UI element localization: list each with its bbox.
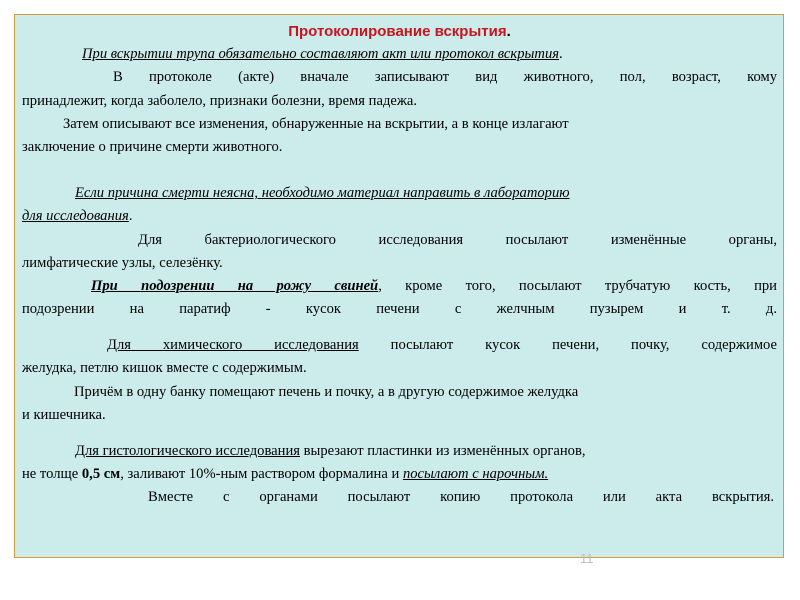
hist-rest: вырезают пластинки из изменённых органов,: [299, 443, 586, 459]
page-number: 11: [580, 551, 594, 566]
bact-line-2: лимфатические узлы, селезёнку.: [22, 254, 223, 271]
title-dot: .: [506, 23, 511, 40]
hist2-a: не толще: [22, 466, 82, 483]
hist2-c: , заливают 10%-ным раствором формалина и: [120, 466, 403, 483]
jar-line-1: Причём в одну банку помещают печень и почку, а в другую содержимое желудка: [74, 383, 579, 400]
spacer: [22, 159, 777, 182]
title-text: Протоколирование вскрытия: [288, 23, 507, 40]
protocol-line-3: Затем описывают все изменения, обнаруженные на вскрытии, а в конце излагают: [63, 115, 569, 132]
lab-end: .: [128, 208, 133, 225]
slide-title: [22, 20, 777, 43]
lab-text-2: для исследования: [22, 208, 129, 225]
chem-underlined: Для химического исследования: [107, 337, 359, 354]
spacer: [22, 427, 777, 440]
lab-text-1: Если причина смерти неясна, необходимо материал направить в лабораторию: [75, 185, 570, 202]
copy-line: Вместе с органами посылают копию протокола или акта вскрытия.: [148, 489, 774, 506]
chem-rest: посылают кусок печени, почку, содержимое: [358, 337, 777, 354]
hist2-thickness: 0,5 см: [81, 466, 121, 483]
chem-line-2: желудка, петлю кишок вместе с содержимым.: [22, 360, 307, 377]
lab-line-1: [22, 182, 777, 205]
hist-line-2: [22, 463, 777, 486]
protocol-line-4: заключение о причине смерти животного.: [22, 138, 283, 155]
erysipelas-bold: При подозрении на рожу свиней: [91, 277, 379, 294]
erysipelas-line-2: подозрении на паратиф - кусок печени с желчным пузырем и т. д.: [22, 301, 777, 318]
erysipelas-line-1: [22, 275, 777, 298]
spacer: [22, 321, 777, 334]
hist2-courier: посылают с нарочным.: [402, 466, 549, 483]
intro-text: При вскрытии трупа обязательно составляют акт или протокол вскрытия: [82, 46, 560, 63]
protocol-line-2: принадлежит, когда заболело, признаки болезни, время падежа.: [22, 92, 418, 109]
hist-underlined: Для гистологического исследования: [75, 443, 300, 459]
lab-line-2: [22, 205, 777, 228]
intro-end: .: [559, 46, 563, 63]
hist-line-1: [22, 440, 777, 463]
chem-line-1: [22, 334, 777, 357]
bact-line-1: Для бактериологического исследования посылают изменённые органы,: [138, 231, 777, 248]
erysipelas-rest: , кроме того, посылают трубчатую кость, при: [378, 277, 777, 294]
intro-line: [22, 43, 777, 66]
protocol-line-1: В протоколе (акте) вначале записывают вид животного, пол, возраст, кому: [113, 69, 777, 86]
content-panel: [14, 14, 784, 558]
jar-line-2: и кишечника.: [22, 406, 106, 423]
